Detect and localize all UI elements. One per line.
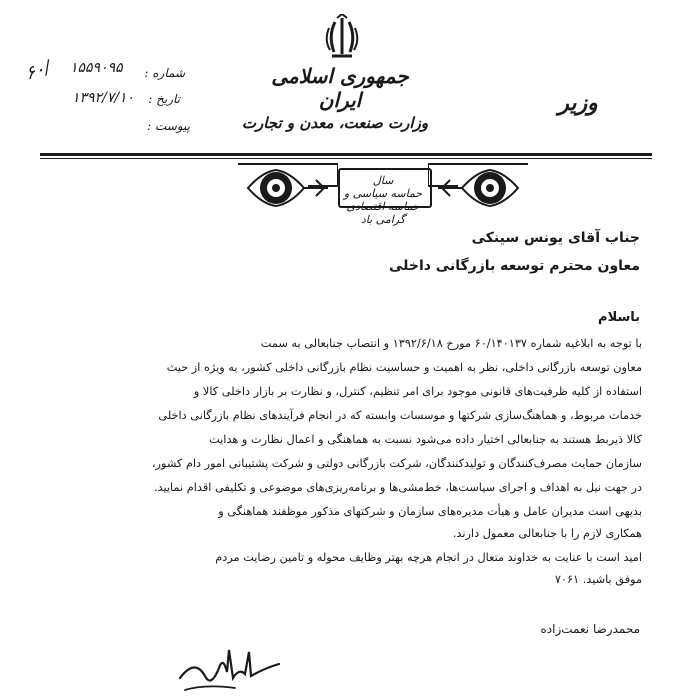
motto-line-3: گرامی باد — [360, 213, 406, 226]
addressee-position: معاون محترم توسعه بازرگانی داخلی — [388, 258, 640, 274]
letter-number-label: شماره : — [144, 66, 185, 80]
header-divider-thin — [40, 158, 652, 159]
signature-icon — [175, 638, 285, 698]
body-line: موفق باشید. ۷۰۶۱ — [554, 573, 642, 586]
motto-line-1: سال — [372, 174, 394, 187]
body-line: امید است با عنایت به خداوند متعال در انجام هرچه بهتر وظایف محوله و تامین رضایت مردم — [215, 551, 642, 564]
ministry-name: وزارت صنعت، معدن و تجارت — [241, 114, 429, 132]
body-line: کالا ذیربط هستند به جنابعالی اختیار داده می‌شود نسبت به هماهنگی و اعمال نظارت و هدایت — [209, 433, 642, 446]
country-name: جمهوری اسلامی ایران — [271, 64, 409, 112]
body-line: خدمات مربوط، و هماهنگ‌سازی شرکتها و موسسات وابسته که در انجام فرآیندهای نظام بازرگانی داخلی — [158, 409, 642, 422]
body-line: سازمان حمایت مصرف‌کنندگان و تولیدکنندگان، شرکت بازرگانی دولتی و شرکت پشتیبانی امور دام کشور، — [151, 457, 642, 470]
body-line: معاون توسعه بازرگانی داخلی، نظر به اهمیت و حساسیت نظام بازرگانی داخلی کشور، به ویژه از حیث — [166, 361, 642, 374]
letter-number: ۱۵۵۹۰۹۵ — [70, 60, 123, 76]
header-divider — [40, 153, 652, 156]
body-line: بدیهی است مدیران عامل و هیأت مدیره‌های سازمان و شرکتهای مذکور موظفند هماهنگی و — [218, 505, 642, 518]
iran-emblem-icon — [322, 14, 362, 60]
minister-title: وزیر — [558, 90, 598, 116]
floral-ornament-icon — [238, 158, 338, 214]
floral-ornament-icon — [428, 158, 528, 214]
letter-date: ۱۳۹۲/۷/۱۰ — [72, 90, 135, 106]
motto-line-2: حماسه سیاسی و حماسه اقتصادی — [343, 187, 423, 213]
salutation: باسلام — [598, 310, 640, 325]
addressee-name: جناب آقای یونس سینکی — [471, 230, 640, 246]
body-line: استفاده از کلیه ظرفیت‌های قانونی موجود برای امر تنظیم، کنترل، و نظارت بر بازار داخلی کالا و — [193, 385, 642, 398]
handwritten-note: ۶۰/ — [22, 56, 54, 85]
date-label: تاریخ : — [148, 92, 180, 106]
body-line: با توجه به ابلاغیه شماره ۶۰/۱۴۰۱۳۷ مورخ ۱۳۹۲/۶/۱۸ و انتصاب جنابعالی به سمت — [260, 337, 642, 350]
attachment-label: پیوست : — [147, 119, 190, 133]
body-line: در جهت نیل به اهداف و اجرای سیاست‌ها، خط‌مشی‌ها و برنامه‌ریزی‌های موضوعی و تکلیفی اقدام نمایید. — [153, 481, 642, 494]
year-motto — [342, 174, 424, 226]
signatory-name: محمدرضا نعمت‌زاده — [540, 622, 640, 636]
body-line: همکاری لازم را با جنابعالی معمول دارند. — [452, 527, 642, 540]
